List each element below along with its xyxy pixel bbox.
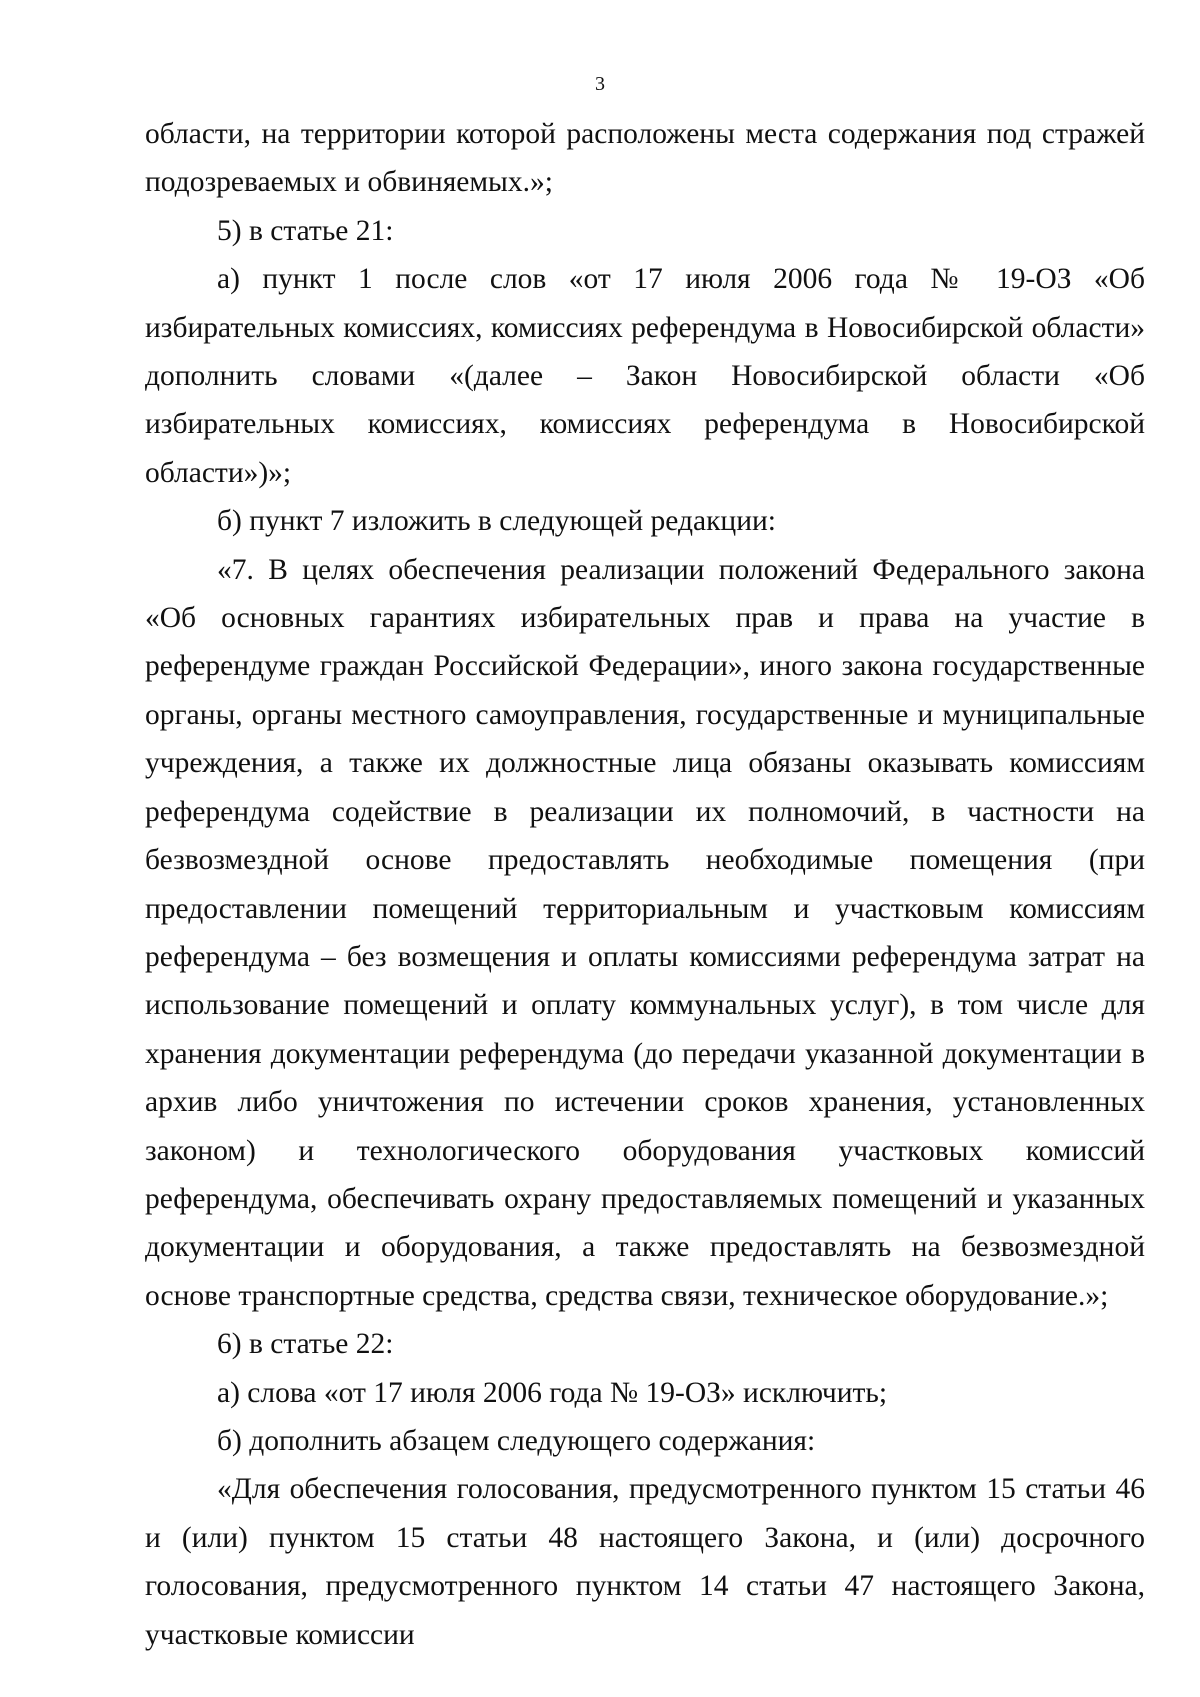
paragraph-item-5: 5) в статье 21:	[217, 214, 394, 247]
paragraph-item-6a: а) слова «от 17 июля 2006 года № 19-ОЗ» исключить;	[217, 1376, 888, 1409]
page-number: 3	[595, 73, 605, 95]
paragraph-continuation: области, на территории которой расположены места содержания под стражей подозреваемых и обвиняемых.»;	[145, 118, 1145, 199]
paragraph-item-5a: а) пункт 1 после слов «от 17 июля 2006 года № 19-ОЗ «Об избирательных комиссиях, комиссиях референдума в Новосибирской области» дополнить словами «(далее – Закон Новосибирской области «Об избирательных комиссиях, комиссиях референдума в Новосибирской области»)»;	[145, 263, 1145, 489]
paragraph-item-6: 6) в статье 22:	[217, 1328, 394, 1361]
paragraph-quoted-clause-7: «7. В целях обеспечения реализации положений Федерального закона «Об основных гарантиях избирательных прав и права на участие в референдуме граждан Российской Федерации», иного закона государственные органы, органы местного самоуправления, государственные и муниципальные учреждения, а также их должностные лица обязаны оказывать комиссиям референдума содействие в реализации их полномочий, в частности на безвозмездной основе предоставлять необходимые помещения (при предоставлении помещений территориальным и участковым комиссиям референдума – без возмещения и оплаты комиссиями референдума затрат на использование помещений и оплату коммунальных услуг), в том числе для хранения документации референдума (до передачи указанной документации в архив либо уничтожения по истечении сроков хранения, установленных законом) и технологического оборудования участковых комиссий референдума, обеспечивать охрану предоставляемых помещений и указанных документации и оборудования, а также предоставлять на безвозмездной основе транспортные средства, средства связи, техническое оборудование.»;	[145, 553, 1145, 1312]
paragraph-quoted-addition: «Для обеспечения голосования, предусмотренного пунктом 15 статьи 46 и (или) пунктом 15 статьи 48 настоящего Закона, и (или) досрочного голосования, предусмотренного пунктом 14 статьи 47 настоящего Закона, участковые комиссии	[145, 1473, 1145, 1651]
paragraph-item-5b: б) пункт 7 изложить в следующей редакции:	[217, 505, 776, 538]
paragraph-item-6b: б) дополнить абзацем следующего содержания:	[217, 1424, 816, 1457]
document-body	[145, 110, 1145, 1659]
